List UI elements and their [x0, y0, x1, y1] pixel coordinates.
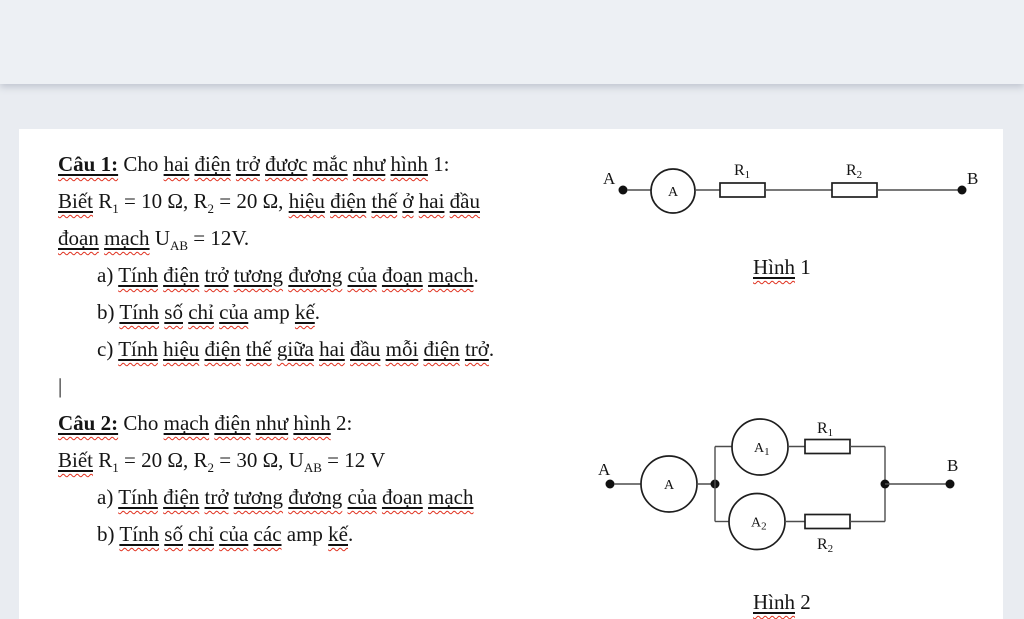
text-segment: = 20 Ω, R [118, 448, 208, 472]
text-segment: mắc [312, 152, 348, 176]
ammeter-a1-label: $A_1$ [754, 441, 770, 458]
figure2-circuit [595, 413, 990, 563]
spellcheck-squiggle [246, 337, 272, 361]
text-segment: đầu [449, 189, 480, 213]
text-segment: mạch [163, 411, 210, 435]
spellcheck-squiggle [382, 485, 423, 509]
resistor-r1 [720, 183, 765, 197]
text-segment: của [219, 522, 249, 546]
spellcheck-squiggle [288, 263, 342, 287]
spellcheck-squiggle [214, 411, 250, 435]
ammeter-main-label: A [663, 478, 675, 493]
text-segment: như [255, 411, 289, 435]
spellcheck-squiggle [58, 448, 93, 472]
resistor-r1-label: R1 [817, 420, 834, 439]
text-segment: . [348, 522, 354, 546]
spellcheck-squiggle [386, 337, 419, 361]
heading-text: Câu 2: [58, 411, 119, 435]
resistor-r1 [805, 440, 850, 454]
spellcheck-squiggle [58, 411, 118, 435]
heading-text: Câu 1: [58, 152, 119, 176]
spellcheck-squiggle [164, 152, 190, 176]
text-segment: = 12 V [321, 448, 386, 472]
spellcheck-squiggle [188, 300, 214, 324]
spellcheck-squiggle [348, 485, 377, 509]
terminal-b-dot [946, 480, 955, 489]
text-segment: 2 [207, 460, 214, 476]
spellcheck-squiggle [234, 263, 283, 287]
spellcheck-squiggle [119, 522, 159, 546]
spellcheck-squiggle [118, 263, 158, 287]
terminal-b-label: B [967, 169, 979, 188]
text-segment: Tính [118, 337, 158, 361]
figure2-caption [753, 590, 811, 615]
terminal-a-dot [606, 480, 615, 489]
text-segment: kế [294, 300, 315, 324]
text-segment: hiệu [288, 189, 325, 213]
text-segment: 2: [330, 411, 353, 435]
spellcheck-squiggle [58, 152, 118, 176]
text-segment: chỉ [188, 300, 214, 324]
text-segment: như [352, 152, 386, 176]
spellcheck-squiggle [195, 152, 231, 176]
spellcheck-squiggle [163, 337, 199, 361]
spellcheck-squiggle [205, 263, 229, 287]
spellcheck-squiggle [382, 263, 423, 287]
text-segment: 1 [795, 255, 811, 279]
spellcheck-squiggle [205, 485, 229, 509]
resistor-r1-label: R1 [734, 162, 751, 181]
text-segment: Hình [753, 590, 795, 614]
spellcheck-squiggle [205, 337, 241, 361]
spellcheck-squiggle [265, 152, 307, 176]
spellcheck-squiggle [219, 522, 248, 546]
spellcheck-squiggle [289, 189, 325, 213]
spellcheck-squiggle [753, 590, 795, 614]
text-segment: . [488, 337, 495, 361]
text-cursor-line[interactable] [58, 368, 598, 405]
text-segment: thế [245, 337, 272, 361]
spellcheck-squiggle [164, 411, 209, 435]
text-segment: điện [194, 152, 231, 176]
text-segment: thế [371, 189, 398, 213]
text-segment: hai [163, 152, 190, 176]
spellcheck-squiggle [419, 189, 445, 213]
spellcheck-squiggle [348, 263, 377, 287]
text-segment: các [253, 522, 282, 546]
text-segment: được [265, 152, 308, 176]
text-segment: Tính [118, 485, 158, 509]
text-segment: đầu [350, 337, 381, 361]
q2-given-line[interactable] [58, 442, 598, 479]
spellcheck-squiggle [164, 300, 183, 324]
text-segment: amp [281, 522, 329, 546]
spellcheck-squiggle [58, 226, 99, 250]
text-segment: 1 [112, 201, 119, 217]
text-segment: của [347, 263, 377, 287]
problem-text [58, 146, 598, 553]
spellcheck-squiggle [236, 152, 260, 176]
text-segment: R [93, 189, 113, 213]
text-segment: điện [330, 189, 367, 213]
q1-heading-line[interactable] [58, 146, 598, 183]
text-segment: Biết [58, 448, 93, 472]
text-segment: a) [97, 263, 119, 287]
text-segment: trở [204, 263, 229, 287]
text-segment: Tính [118, 263, 158, 287]
text-segment: đoạn [58, 226, 99, 250]
q2-heading-line[interactable] [58, 405, 598, 442]
terminal-a-label: A [598, 460, 611, 479]
text-segment: chỉ [188, 522, 214, 546]
text-segment: 2 [207, 201, 214, 217]
text-segment: điện [423, 337, 460, 361]
spellcheck-squiggle [188, 522, 214, 546]
spellcheck-squiggle [293, 411, 330, 435]
text-segment: trở [464, 337, 489, 361]
text-segment: . [314, 300, 321, 324]
text-segment: của [347, 485, 377, 509]
ammeter-label: A [667, 185, 679, 200]
spellcheck-squiggle [163, 263, 199, 287]
text-segment: đoạn [381, 263, 423, 287]
figure1-caption [753, 255, 811, 280]
text-segment: AB [303, 460, 322, 476]
spellcheck-squiggle [219, 300, 248, 324]
q1-given-line-1[interactable] [58, 183, 598, 220]
spellcheck-squiggle [428, 263, 473, 287]
q2-item-b[interactable] [58, 516, 598, 553]
spellcheck-squiggle [753, 255, 795, 279]
spellcheck-squiggle [330, 189, 366, 213]
text-segment: mạch [428, 263, 474, 287]
text-segment: = 12V. [188, 226, 250, 250]
resistor-r2 [832, 183, 877, 197]
spellcheck-squiggle [372, 189, 398, 213]
text-segment: tương [233, 485, 284, 509]
spellcheck-squiggle [118, 485, 158, 509]
q1-item-a[interactable] [58, 257, 598, 294]
text-segment: AB [169, 238, 189, 254]
text-segment: ở [402, 189, 414, 213]
text-segment: trở [235, 152, 260, 176]
text-segment: điện [163, 485, 200, 509]
spellcheck-squiggle [391, 152, 428, 176]
spellcheck-squiggle [163, 485, 199, 509]
top-toolbar-area [0, 0, 1024, 84]
text-segment: hình [293, 411, 331, 435]
spellcheck-squiggle [288, 485, 342, 509]
spellcheck-squiggle [234, 485, 283, 509]
resistor-r2-label: R2 [846, 162, 863, 181]
spellcheck-squiggle [465, 337, 489, 361]
text-segment: 1 [112, 460, 119, 476]
spellcheck-squiggle [450, 189, 480, 213]
text-segment: hai [319, 337, 345, 361]
text-segment: | [58, 374, 63, 398]
text-segment: điện [204, 337, 241, 361]
spellcheck-squiggle [277, 337, 314, 361]
spellcheck-squiggle [428, 485, 473, 509]
text-segment: trở [204, 485, 229, 509]
terminal-b-label: B [947, 456, 959, 475]
ammeter-a2-label: $A_2$ [751, 515, 767, 533]
document-page[interactable] [19, 129, 1003, 619]
text-segment: kế [328, 522, 348, 546]
text-segment: c) [97, 337, 119, 361]
text-segment: a) [97, 485, 119, 509]
spellcheck-squiggle [58, 189, 93, 213]
text-segment: điện [214, 411, 251, 435]
text-segment: R [93, 448, 113, 472]
text-segment: hiệu [163, 337, 200, 361]
figure1-circuit [595, 150, 990, 215]
text-segment: Tính [119, 522, 160, 546]
text-segment: amp [248, 300, 295, 324]
text-segment: = 10 Ω, R [118, 189, 208, 213]
text-segment: hai [418, 189, 445, 213]
text-segment: Biết [58, 189, 93, 213]
spellcheck-squiggle [319, 337, 345, 361]
text-segment: mỗi [385, 337, 419, 361]
spellcheck-squiggle [256, 411, 288, 435]
text-segment: b) [97, 522, 120, 546]
text-segment: Cho [118, 411, 164, 435]
resistor-r2 [805, 515, 850, 529]
spellcheck-squiggle [353, 152, 385, 176]
q1-given-line-2[interactable] [58, 220, 598, 257]
spellcheck-squiggle [350, 337, 380, 361]
text-segment: U [149, 226, 170, 250]
text-segment: = 20 Ω, [213, 189, 289, 213]
text-segment: mạch [104, 226, 150, 250]
spellcheck-squiggle [118, 337, 158, 361]
q2-item-a[interactable] [58, 479, 598, 516]
text-segment: 2 [795, 590, 811, 614]
spellcheck-squiggle [295, 300, 315, 324]
spellcheck-squiggle [164, 522, 183, 546]
spellcheck-squiggle [328, 522, 348, 546]
text-segment: Cho [118, 152, 164, 176]
text-segment: số [164, 522, 183, 546]
text-segment: mạch [428, 485, 474, 509]
terminal-b-dot [958, 186, 967, 195]
spellcheck-squiggle [424, 337, 460, 361]
terminal-a-dot [619, 186, 628, 195]
text-segment: đoạn [381, 485, 423, 509]
spellcheck-squiggle [313, 152, 348, 176]
text-segment: đương [288, 263, 343, 287]
text-segment: b) [97, 300, 120, 324]
resistor-r2-label: R2 [817, 536, 834, 555]
q1-item-b[interactable] [58, 294, 598, 331]
text-segment: tương [233, 263, 284, 287]
text-segment: giữa [276, 337, 314, 361]
text-segment: đương [288, 485, 343, 509]
text-segment: điện [163, 263, 200, 287]
text-segment: Tính [119, 300, 160, 324]
text-segment: = 30 Ω, U [213, 448, 304, 472]
text-segment: hình [390, 152, 428, 176]
terminal-a-label: A [603, 169, 616, 188]
spellcheck-squiggle [119, 300, 159, 324]
text-segment: của [219, 300, 249, 324]
text-segment: Hình [753, 255, 795, 279]
text-segment: . [473, 263, 479, 287]
spellcheck-squiggle [402, 189, 413, 213]
q1-item-c[interactable] [58, 331, 598, 368]
spellcheck-squiggle [254, 522, 282, 546]
text-segment: 1: [427, 152, 450, 176]
spellcheck-squiggle [104, 226, 149, 250]
text-segment: số [164, 300, 183, 324]
